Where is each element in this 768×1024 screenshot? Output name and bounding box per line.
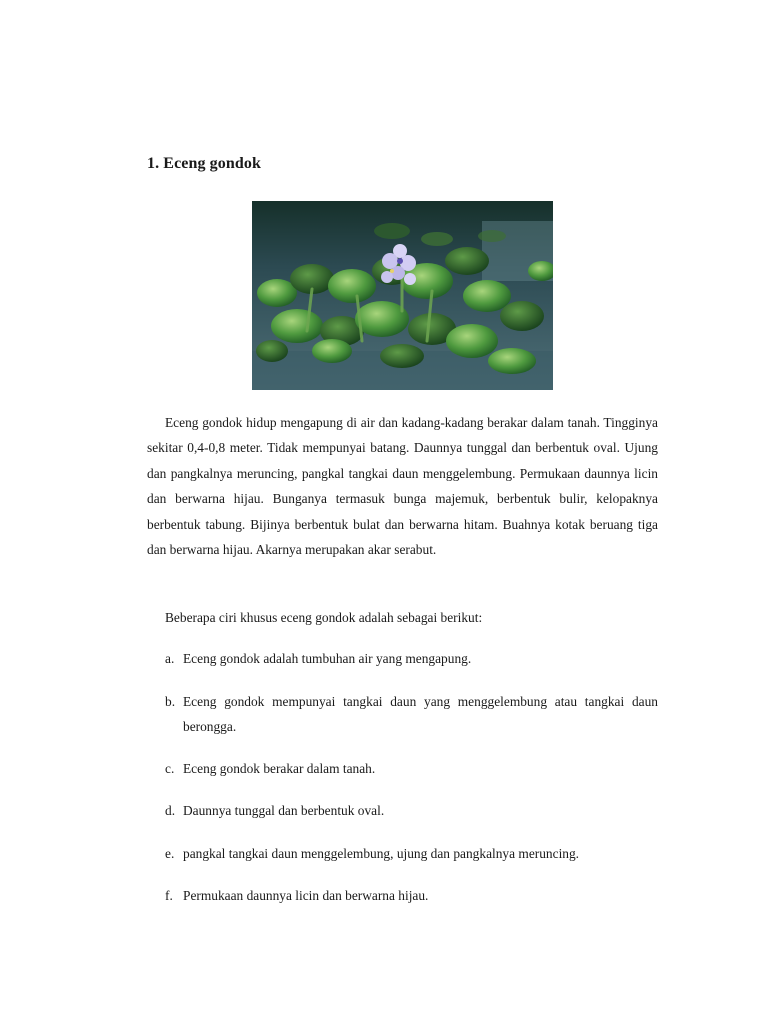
list-marker: f. xyxy=(165,888,173,903)
list-item-text: Permukaan daunnya licin dan berwarna hijau. xyxy=(183,888,429,903)
list-item-text: Eceng gondok berakar dalam tanah. xyxy=(183,761,376,776)
list-item-text: Eceng gondok adalah tumbuhan air yang mengapung. xyxy=(183,651,472,666)
list-item xyxy=(165,756,658,781)
list-item-text: Eceng gondok mempunyai tangkai daun yang menggelembung atau tangkai daun berongga. xyxy=(183,694,658,734)
list-item xyxy=(165,841,658,866)
list-marker: b. xyxy=(165,694,176,709)
list-item-text: Daunnya tunggal dan berbentuk oval. xyxy=(183,803,385,818)
list-item xyxy=(165,646,658,671)
list-marker: e. xyxy=(165,846,175,861)
water-hyacinth-illustration xyxy=(252,201,553,390)
description-paragraph: Eceng gondok hidup mengapung di air dan kadang-kadang berakar dalam tanah. Tingginya sekitar 0,4-0,8 meter. Tidak mempunyai batang. Daunnya tunggal dan berbentuk oval. Ujung dan pangkalnya meruncing, pangkal tangkai daun menggelembung. Permukaan daunnya licin dan berwarna hijau. Bunganya termasuk bunga majemuk, berbentuk bulir, kelopaknya berbentuk tabung. Bijinya berbentuk bulat dan berwarna hitam. Buahnya kotak beruang tiga dan berwarna hijau. Akarnya merupakan akar serabut. xyxy=(147,415,658,558)
list-item xyxy=(165,883,658,908)
characteristics-intro: Beberapa ciri khusus eceng gondok adalah sebagai berikut: xyxy=(165,610,483,625)
list-marker: d. xyxy=(165,803,176,818)
water-hyacinth-photo xyxy=(252,201,553,390)
list-marker: c. xyxy=(165,761,175,776)
list-item xyxy=(165,689,658,739)
list-item-text: pangkal tangkai daun menggelembung, ujung dan pangkalnya meruncing. xyxy=(183,846,580,861)
list-item xyxy=(165,798,658,823)
section-heading: 1. Eceng gondok xyxy=(147,155,261,172)
list-marker: a. xyxy=(165,651,175,666)
